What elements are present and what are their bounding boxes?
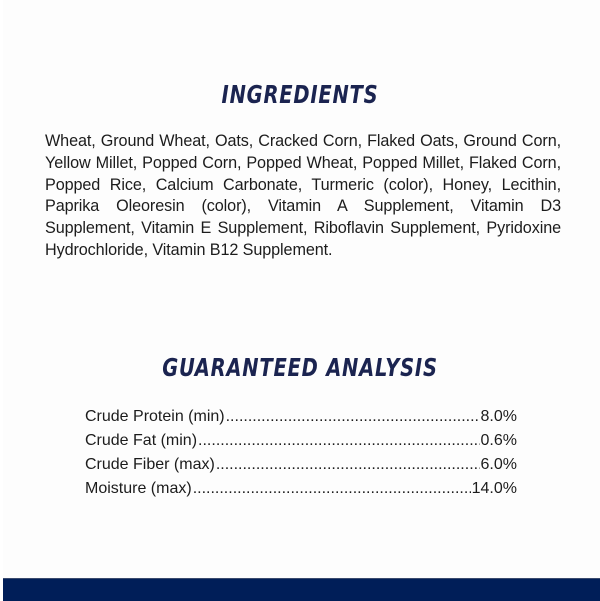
ingredients-heading: INGREDIENTS (221, 80, 379, 109)
analysis-value: 8.0% (480, 408, 517, 425)
dot-leader (226, 405, 480, 429)
guaranteed-analysis-heading: GUARANTEED ANALYSIS (162, 353, 438, 382)
bottom-brand-bar (3, 578, 600, 601)
analysis-row-crude-protein (85, 405, 517, 429)
analysis-label: Crude Fat (min) (85, 432, 198, 449)
analysis-row-crude-fat (85, 429, 517, 453)
dot-leader (193, 477, 471, 501)
dot-leader (198, 429, 480, 453)
analysis-value: 0.6% (480, 432, 517, 449)
ingredients-list: Wheat, Ground Wheat, Oats, Cracked Corn, Flaked Oats, Ground Corn, Yellow Millet, Popped Corn, Popped Wheat, Popped Millet, Flaked Corn, Popped Rice, Calcium Carbonate, Turmeric (color), Honey, Lecithin, Paprika Oleoresin (color), Vitamin A Supplement, Vitamin D3 Supplement, Vitamin E Supplement, Riboflavin Supplement, Pyridoxine Hydrochloride, Vitamin B12 Supplement. (45, 132, 561, 259)
dot-leader (216, 453, 480, 477)
analysis-row-moisture (85, 477, 517, 501)
analysis-label: Crude Protein (min) (85, 408, 225, 425)
analysis-row-crude-fiber (85, 453, 517, 477)
guaranteed-analysis-table (85, 405, 517, 501)
analysis-value: 14.0% (471, 480, 517, 497)
analysis-value: 6.0% (480, 456, 517, 473)
analysis-label: Crude Fiber (max) (85, 456, 215, 473)
analysis-label: Moisture (max) (85, 480, 192, 497)
